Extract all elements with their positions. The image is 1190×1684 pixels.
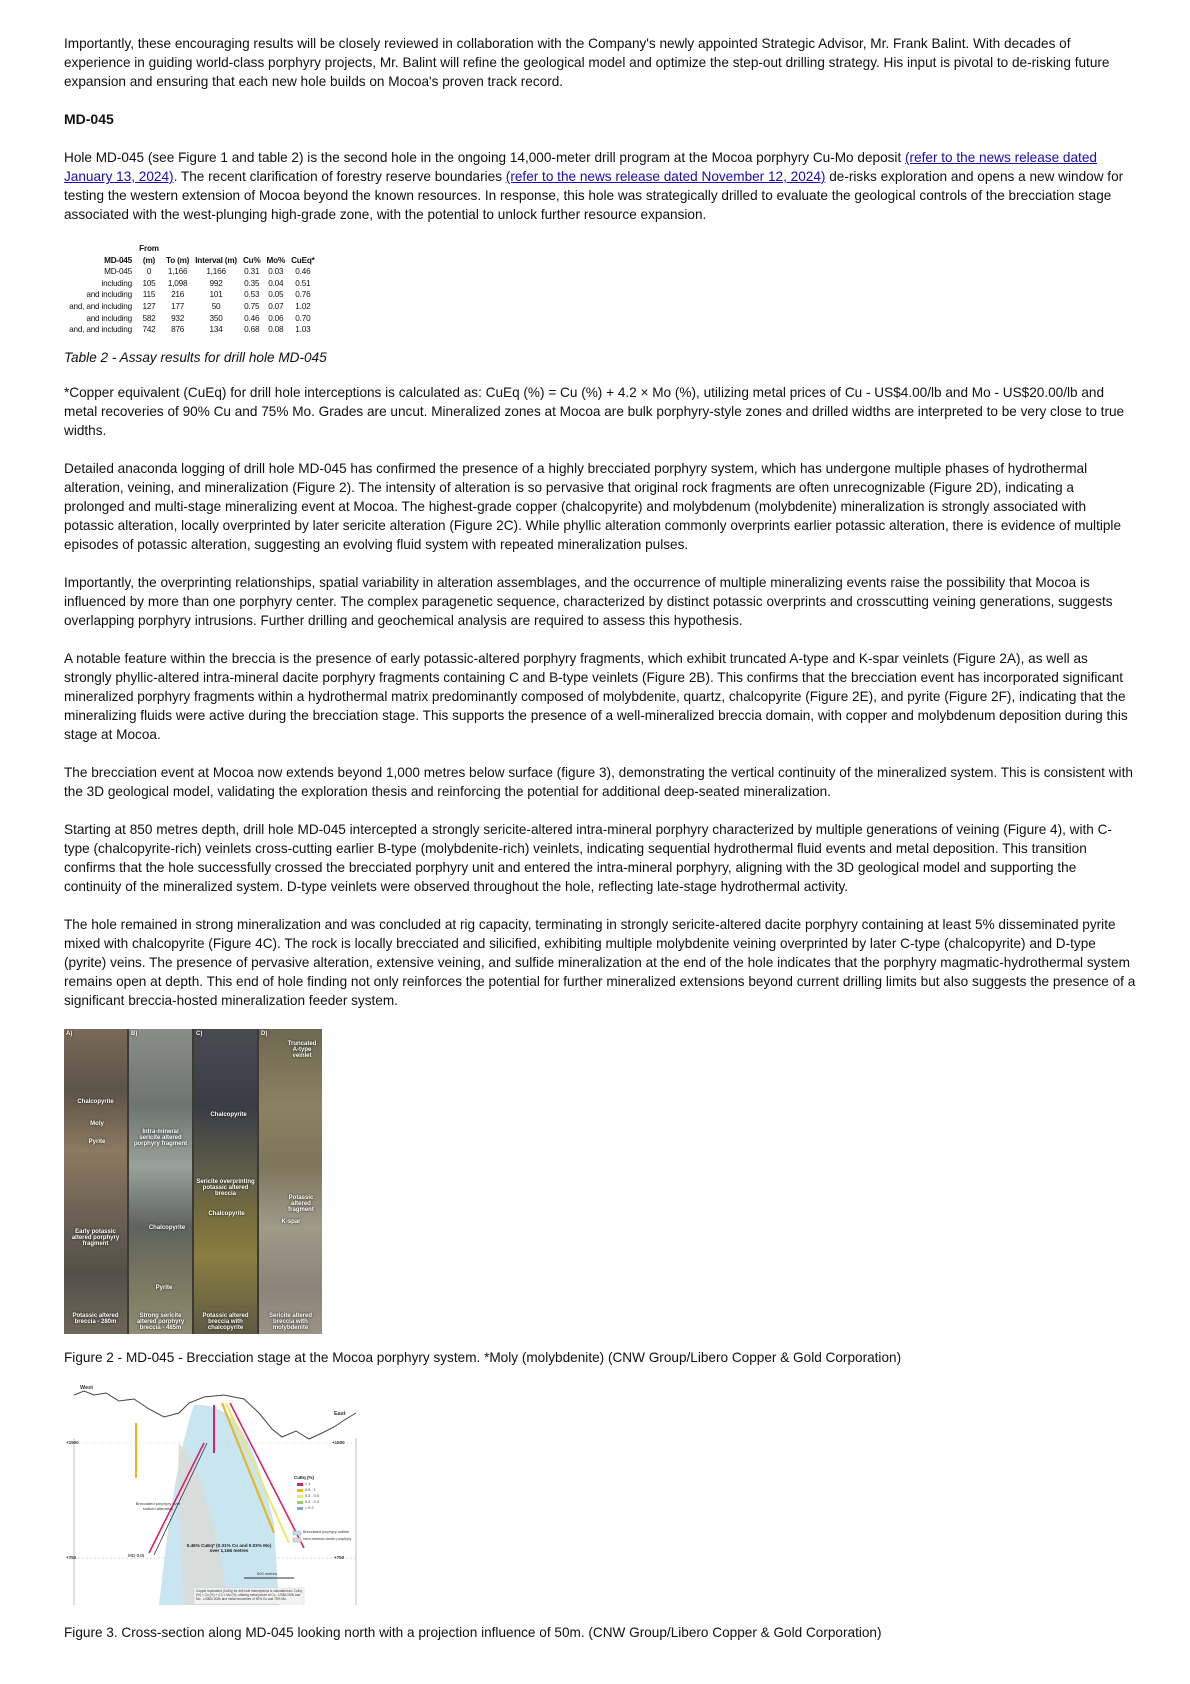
core-panel-d — [259, 1029, 322, 1334]
table-cell: including — [101, 278, 132, 288]
table-cell: 0.75 — [244, 301, 260, 311]
table-cell: 1.03 — [295, 325, 311, 335]
table-cell: 0.46 — [295, 267, 311, 277]
legend-swatch — [297, 1489, 303, 1492]
table-cell: 0.08 — [268, 325, 284, 335]
figure-2-core-photos — [64, 1029, 322, 1334]
col-header: Mo% — [266, 255, 286, 265]
panel-label: Potassic altered breccia - 280m — [72, 1312, 119, 1325]
p1-text-a: Hole MD-045 (see Figure 1 and table 2) is the second hole in the ongoing 14,000-meter drill program at the Mocoa porphyry Cu-Mo deposit — [64, 150, 906, 165]
paragraph-end-of-hole: The hole remained in strong mineralization and was concluded at rig capacity, terminating in strongly sericite-altered dacite porphyry containing at least 5% disseminated pyrite mixed with chalcopyrite (Figure 4C). The rock is locally brecciated and silicified, exhibiting multiple molybdenite veining overprinted by later C-type (chalcopyrite) and D-type (pyrite) veins. The presence of pervasive alteration, extensive veining, and sulfide mineralization at the end of the hole indicates that the porphyry magmatic-hydrothermal system remains open at depth. This end of hole finding not only reinforces the potential for further mineralized extensions beyond current drilling limits but also suggests the presence of a significant breccia-hosted mineralization feeder system. — [64, 916, 1136, 1008]
panel-label: K-spar — [281, 1218, 301, 1225]
legend-swatch — [293, 1531, 301, 1535]
legend-item: < 0.2 — [305, 1505, 314, 1510]
table-cell: 0.03 — [268, 267, 284, 277]
intro-paragraph: Importantly, these encouraging results will be closely reviewed in collaboration with the Company's newly appointed Strategic Advisor, Mr. Frank Balint. With decades of experience in guiding world-class porphyry projects, Mr. Balint will refine the geological model and optimize the step-out drilling strategy. His input is pivotal to de-risking future expansion and ensuring that each new hole builds on Mocoa's proven track record. — [64, 36, 1110, 89]
east-label: East — [334, 1410, 346, 1417]
table-cell: 0 — [146, 267, 152, 277]
table-cell: 1.02 — [295, 301, 311, 311]
paragraph-cueq: *Copper equivalent (CuEq) for drill hole interceptions is calculated as: CuEq (%) = Cu (%) + 4.2 × Mo (%), utilizing metal prices of Cu - US$4.00/lb and Mo - US$20.00/lb and metal recoveries of 90% Cu and 75% Mo. Grades are uncut. Mineralized zones at Mocoa are bulk porphyry-style zones and drilled widths are interpreted to be very close to true widths. — [64, 384, 1125, 438]
legend-swatch — [297, 1501, 303, 1504]
table-cell: 0.07 — [268, 301, 284, 311]
col-header: From (m) — [139, 244, 159, 265]
panel-label: Chalcopyrite — [208, 1210, 245, 1217]
table-cell: 0.06 — [268, 313, 284, 323]
section-heading: MD-045 — [64, 111, 114, 127]
table-cell: 582 — [142, 313, 156, 323]
table-cell: 134 — [209, 325, 223, 335]
legend-swatch — [297, 1495, 303, 1498]
article-body — [64, 34, 1136, 1658]
core-panel-c — [194, 1029, 257, 1334]
panel-label: Intra-mineral sericite altered porphyry fragment — [133, 1128, 188, 1147]
elevation-1500-left: +1500 — [66, 1439, 79, 1445]
p1-text-b: . The recent clarification of forestry reserve boundaries — [173, 169, 506, 184]
table-cell: 350 — [209, 313, 223, 323]
legend-item: 0.5 - 1 — [305, 1487, 316, 1492]
table-cell: 0.35 — [244, 278, 260, 288]
elevation-1500-right: +1500 — [332, 1439, 345, 1445]
panel-label: Sericite altered breccia with molybdenite — [268, 1312, 313, 1331]
table-row — [64, 324, 318, 336]
panel-label: Potassic altered fragment — [288, 1194, 314, 1213]
panel-label: Potassic altered breccia with chalcopyrite — [202, 1312, 249, 1331]
table-cell: 1,166 — [206, 267, 226, 277]
legend-item: > 1 — [305, 1481, 311, 1486]
hole-label: MD-045 — [128, 1552, 145, 1558]
table-row — [64, 266, 318, 278]
legend-unit: Brecciated porphyry outline — [303, 1529, 350, 1534]
west-label: West — [80, 1384, 94, 1391]
legend-swatch — [297, 1507, 303, 1510]
col-header: To (m) — [166, 255, 190, 265]
panel-label: Early potassic altered porphyry fragment — [71, 1228, 120, 1247]
table-cell: 0.76 — [295, 290, 311, 300]
table-row — [64, 313, 318, 325]
news-release-link-jan[interactable]: (refer to the news release dated January 13, 2024) — [64, 150, 1097, 184]
panel-label: Chalcopyrite — [210, 1111, 247, 1118]
table-cell: 1,098 — [167, 278, 188, 288]
core-panel-b — [129, 1029, 192, 1334]
table-cell: and, and including — [69, 325, 132, 335]
paragraph-breccia-feature: A notable feature within the breccia is the presence of early potassic-altered porphyry fragments, which exhibit truncated A-type and K-spar veinlets (Figure 2A), as well as strongly phyllic-altered intra-mineral dacite porphyry fragments containing C and B-type veinlets (Figure 2B). This confirms that the brecciation event has incorporated significant mineralized porphyry fragments within a hydrothermal matrix predominantly composed of molybdenite, quartz, chalcopyrite (Figure 2E), and pyrite (Figure 2F), indicating that the mineralizing fluids were active during the brecciation stage. This supports the presence of a well-mineralized breccia domain, with copper and molybdenum deposition during this stage at Mocoa. — [64, 650, 1128, 742]
table-cell: 0.68 — [244, 325, 260, 335]
table-cell: 0.05 — [268, 290, 284, 300]
table-cell: and including — [86, 313, 132, 323]
col-header: MD-045 — [104, 255, 132, 265]
hole-description-paragraph — [64, 148, 1136, 224]
table-cell: 876 — [171, 325, 185, 335]
paragraph-logging: Detailed anaconda logging of drill hole MD-045 has confirmed the presence of a highly brecciated porphyry system, which has undergone multiple phases of hydrothermal alteration, veining, and mineralization (Figure 2). The intensity of alteration is so pervasive that original rock fragments are often unrecognizable (Figure 2D), indicating a prolonged and multi-stage mineralizing event at Mocoa. The highest-grade copper (chalcopyrite) and molybdenum (molybdenite) mineralization is strongly associated with potassic alteration, locally overprinted by later sericite alteration (Figure 2C). While phyllic alteration commonly overprints earlier potassic alteration, there is evidence of multiple episodes of potassic alteration, suggesting an evolving fluid system with repeated mineralization pulses. — [64, 460, 1122, 552]
table-cell: 992 — [209, 278, 223, 288]
table-caption: Table 2 - Assay results for drill hole MD-045 — [64, 349, 327, 365]
table-header-row — [64, 243, 318, 266]
panel-label: Pyrite — [88, 1138, 106, 1145]
cross-section-svg — [64, 1383, 366, 1611]
legend-swatch — [297, 1483, 303, 1486]
table-cell: 0.04 — [268, 278, 284, 288]
panel-label: Sericite overprinting potassic altered breccia — [196, 1178, 255, 1197]
legend-swatch — [293, 1538, 301, 1542]
figure-footnote: Copper equivalent (CuEq) for drill hole interceptions is calculated as: CuEq (%) = Cu (%) + 4.2 × Mo (%), utilizing metal prices of Cu - US$4.00/lb and Mo - US$20.00/lb and metal recoveries of 90% Cu and 75% Mo. — [196, 1588, 302, 1601]
table-cell: 0.70 — [295, 313, 311, 323]
assay-table — [64, 243, 318, 336]
unit-label: Brecciated porphyry over sodium alteration — [135, 1500, 181, 1511]
table-cell: 0.31 — [244, 267, 260, 277]
news-release-link-nov[interactable]: (refer to the news release dated November 12, 2024) — [505, 169, 826, 184]
figure-3-cross-section — [64, 1383, 366, 1611]
legend-title: CuEq (%) — [294, 1474, 314, 1480]
elevation-750-right: +750 — [334, 1554, 345, 1560]
table-cell: 1,166 — [167, 267, 188, 277]
paragraph-850m: Starting at 850 metres depth, drill hole MD-045 intercepted a strongly sericite-altered intra-mineral porphyry characterized by multiple generations of veining (Figure 4), with C-type (chalcopyrite-rich) veinlets cross-cutting earlier B-type (molybdenite-rich) veinlets, indicating sequential hydrothermal fluid events and metal deposition. This transition confirms that the hole successfully crossed the brecciated porphyry unit and entered the intra-mineral porphyry, aligning with the 3D geological model and supporting the continuity of the mineralized system. D-type veinlets were observed throughout the hole, reflecting late-stage hydrothermal activity. — [64, 821, 1112, 894]
scale-label: 500 metres — [257, 1570, 278, 1576]
table-row — [64, 278, 318, 290]
paragraph-overprinting: Importantly, the overprinting relationships, spatial variability in alteration assemblages, and the occurrence of multiple mineralizing events raise the possibility that Mocoa is influenced by more than one porphyry center. The complex paragenetic sequence, characterized by distinct potassic overprints and crosscutting veining generations, suggests overlapping porphyry intrusions. Further drilling and geochemical analysis are required to assess this hypothesis. — [64, 574, 1113, 628]
table-cell: 0.46 — [244, 313, 260, 323]
table-cell: 101 — [209, 290, 223, 300]
table-cell: 932 — [171, 313, 185, 323]
panel-label: Chalcopyrite — [148, 1224, 186, 1231]
p1-text-c: de-risks exploration and opens a new window for testing the western extension of Mocoa beyond the known resources. In response, this hole was strategically drilled to evaluate the geological controls of the brecciation stage associated with the west-plunging high-grade zone, with the potential to unlock further resource expansion. — [64, 169, 1124, 222]
panel-letter: B) — [131, 1030, 138, 1037]
table-cell: 177 — [171, 301, 185, 311]
table-cell: 105 — [142, 278, 156, 288]
table-cell: 0.53 — [244, 290, 260, 300]
panel-label: Chalcopyrite — [77, 1098, 114, 1105]
figure-3-caption: Figure 3. Cross-section along MD-045 looking north with a projection influence of 50m. (CNW Group/Libero Copper & Gold Corporation) — [64, 1624, 882, 1640]
table-cell: 742 — [142, 325, 156, 335]
table-cell: 0.51 — [295, 278, 311, 288]
panel-letter: A) — [66, 1030, 73, 1037]
col-header: CuEq* — [291, 255, 315, 265]
legend-item: 0.2 - 0.3 — [305, 1499, 319, 1504]
table-cell: MD-045 — [104, 267, 132, 277]
elevation-750-left: +750 — [66, 1554, 77, 1560]
panel-label: Truncated A-type veinlet — [287, 1040, 317, 1059]
panel-label: Pyrite — [155, 1284, 173, 1291]
table-row — [64, 289, 318, 301]
table-cell: and including — [86, 290, 132, 300]
table-row — [64, 301, 318, 313]
col-header: Interval (m) — [195, 255, 237, 265]
paragraph-brecciation-depth: The brecciation event at Mocoa now extends beyond 1,000 metres below surface (figure 3), demonstrating the vertical continuity of the mineralized system. This is consistent with the 3D geological model, validating the exploration thesis and reinforcing the potential for additional deep-seated mineralization. — [64, 764, 1133, 799]
intercept-label: 0.46% CuEq* (0.31% Cu and 0.03% Mo) over 1,166 metres — [186, 1542, 272, 1553]
col-header: Cu% — [242, 255, 261, 265]
table-cell: 115 — [142, 290, 156, 300]
panel-letter: C) — [196, 1030, 203, 1037]
legend-unit: Intra-mineral dacite porphyry — [303, 1536, 352, 1541]
panel-label: Moly — [90, 1120, 104, 1127]
legend-item: 0.3 - 0.5 — [305, 1493, 319, 1498]
panel-letter: D) — [261, 1030, 268, 1037]
table-cell: and, and including — [69, 301, 132, 311]
figure-2-caption: Figure 2 - MD-045 - Brecciation stage at the Mocoa porphyry system. *Moly (molybdenite) (CNW Group/Libero Copper & Gold Corporation) — [64, 1349, 902, 1365]
table-cell: 50 — [211, 301, 221, 311]
table-cell: 216 — [171, 290, 185, 300]
panel-label: Strong sericite altered porphyry breccia - 485m — [136, 1312, 185, 1331]
table-cell: 127 — [142, 301, 156, 311]
core-panel-a — [64, 1029, 127, 1334]
